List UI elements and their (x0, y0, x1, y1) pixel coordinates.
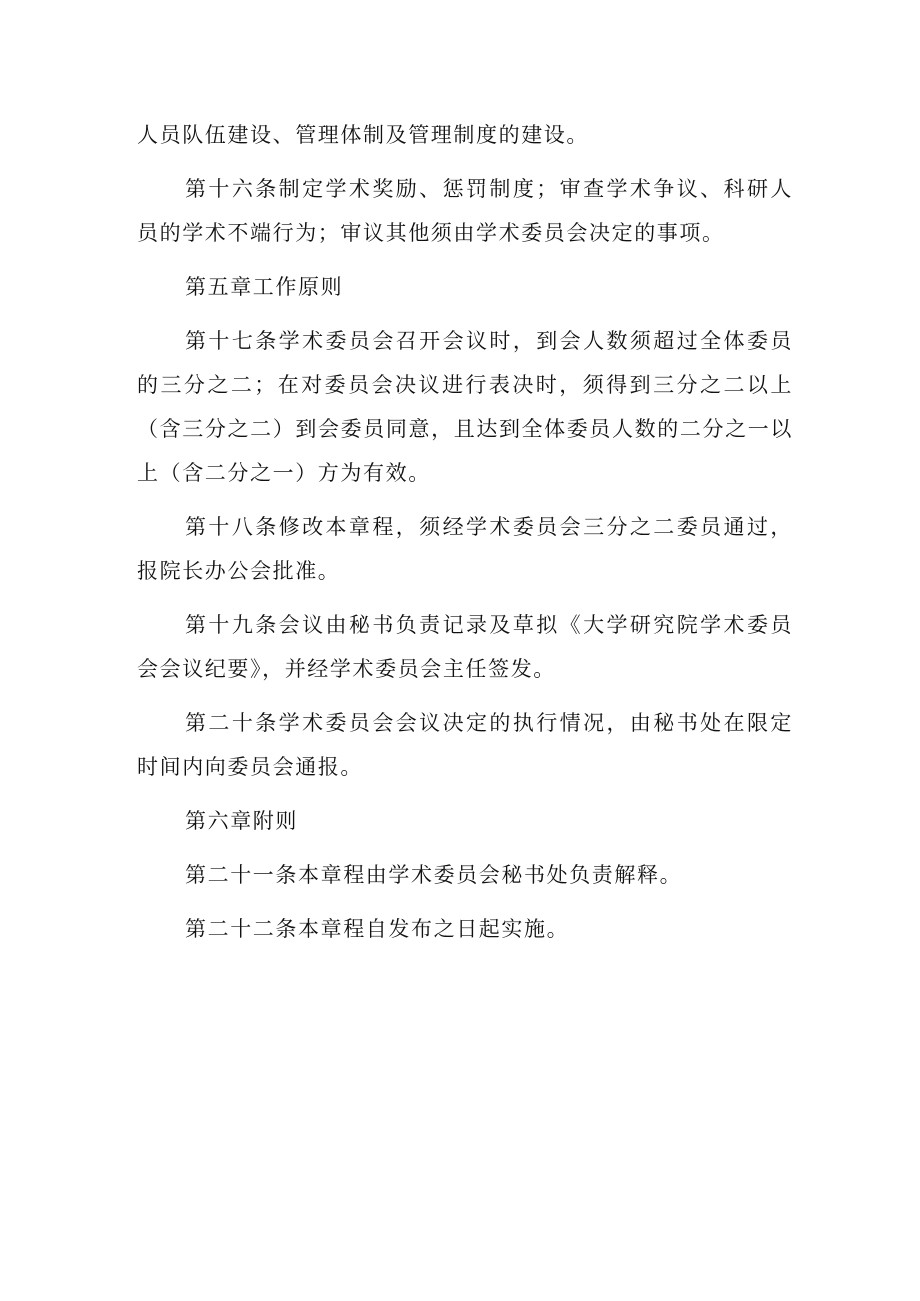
chapter-5-heading: 第五章工作原则 (185, 275, 344, 299)
article-16: 第十六条制定学术奖励、惩罚制度；审查学术争议、科研人员的学术不端行为；审议其他须由学术委员会决定的事项。 (137, 177, 793, 245)
article-17: 第十七条学术委员会召开会议时，到会人数须超过全体委员的三分之二；在对委员会决议进行表决时，须得到三分之二以上（含三分之二）到会委员同意，且达到全体委员人数的二分之一以上（含二分之一）方为有效。 (137, 329, 793, 485)
article-19: 第十九条会议由秘书负责记录及草拟《大学研究院学术委员会会议纪要》，并经学术委员会主任签发。 (137, 613, 793, 681)
article-21: 第二十一条本章程由学术委员会秘书处负责解释。 (185, 863, 683, 887)
document-body (137, 113, 793, 961)
article-22: 第二十二条本章程自发布之日起实施。 (185, 917, 570, 941)
paragraph-continuation: 人员队伍建设、管理体制及管理制度的建设。 (137, 123, 589, 147)
article-18: 第十八条修改本章程，须经学术委员会三分之二委员通过，报院长办公会批准。 (137, 515, 793, 583)
article-20: 第二十条学术委员会会议决定的执行情况，由秘书处在限定时间内向委员会通报。 (137, 711, 793, 779)
chapter-6-heading: 第六章附则 (185, 809, 298, 833)
